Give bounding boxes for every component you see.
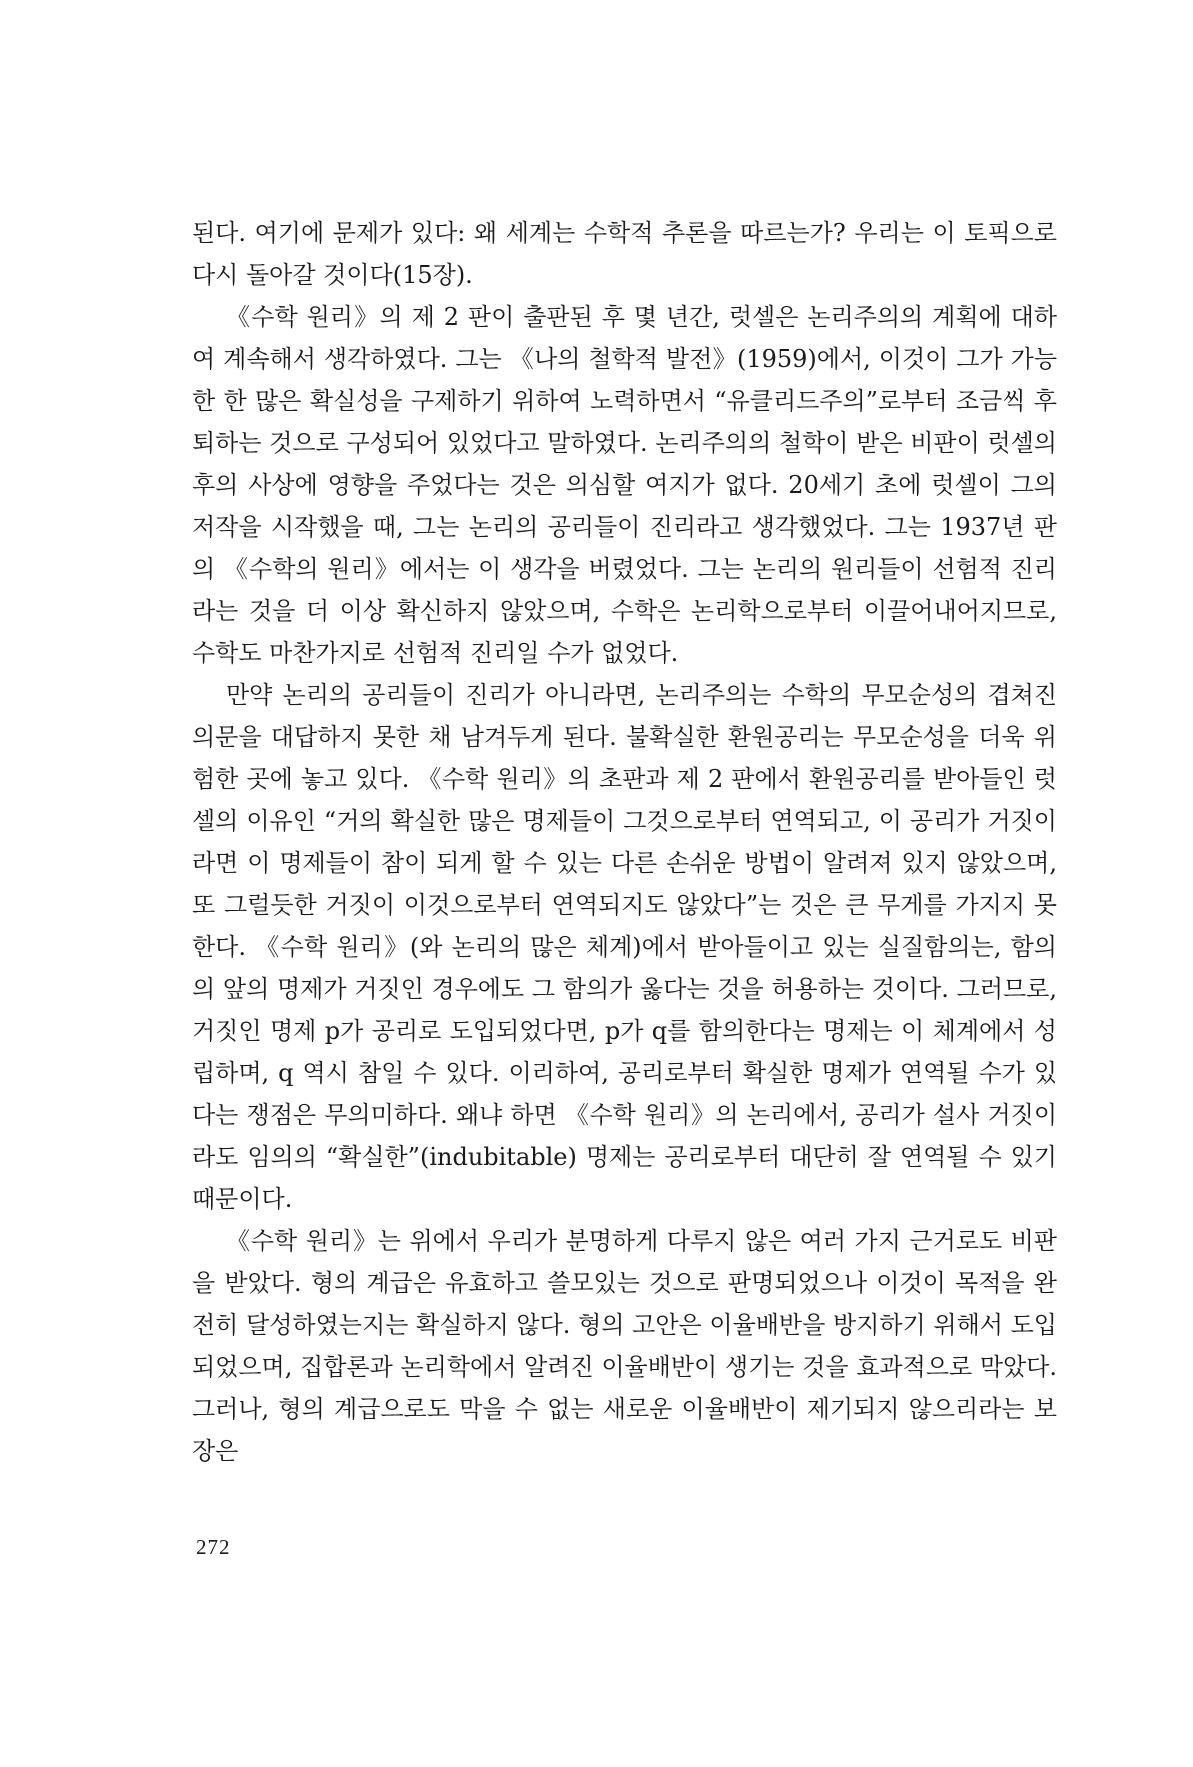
paragraph-logicism-plan: 《수학 원리》의 제 2 판이 출판된 후 몇 년간, 럿셀은 논리주의의 계획에 대하여 계속해서 생각하였다. 그는 《나의 철학적 발전》(1959)에서, 이것이 그가 가능한 한 많은 확실성을 구제하기 위하여 노력하면서 “유클리드주의”로부터 조금씩 후퇴하는 것으로 구성되어 있었다고 말하였다. 논리주의의 철학이 받은 비판이 럿셀의 후의 사상에 영향을 주었다는 것은 의심할 여지가 없다. 20세기 초에 럿셀이 그의 저작을 시작했을 때, 그는 논리의 공리들이 진리라고 생각했었다. 그는 1937년 판의 《수학의 원리》에서는 이 생각을 버렸었다. 그는 논리의 원리들이 선험적 진리라는 것을 더 이상 확신하지 않았으며, 수학은 논리학으로부터 이끌어내어지므로, 수학도 마찬가지로 선험적 진리일 수가 없었다. <box>192 303 1057 667</box>
paragraph-continuation: 된다. 여기에 문제가 있다: 왜 세계는 수학적 추론을 따르는가? 우리는 이 토픽으로 다시 돌아갈 것이다(15장). <box>192 219 1057 289</box>
body-text <box>192 212 1057 1472</box>
page-number: 272 <box>196 1535 231 1559</box>
paragraph-type-hierarchy: 《수학 원리》는 위에서 우리가 분명하게 다루지 않은 여러 가지 근거로도 비판을 받았다. 형의 계급은 유효하고 쓸모있는 것으로 판명되었으나 이것이 목적을 완전히 달성하였는지는 확실하지 않다. 형의 고안은 이율배반을 방지하기 위해서 도입되었으며, 집합론과 논리학에서 알려진 이율배반이 생기는 것을 효과적으로 막았다. 그러나, 형의 계급으로도 막을 수 없는 새로운 이율배반이 제기되지 않으리라는 보장은 <box>192 1227 1057 1465</box>
paragraph-axioms-truth: 만약 논리의 공리들이 진리가 아니라면, 논리주의는 수학의 무모순성의 겹쳐진 의문을 대답하지 못한 채 남겨두게 된다. 불확실한 환원공리는 무모순성을 더욱 위험한 곳에 놓고 있다. 《수학 원리》의 초판과 제 2 판에서 환원공리를 받아들인 럿셀의 이유인 “거의 확실한 많은 명제들이 그것으로부터 연역되고, 이 공리가 거짓이라면 이 명제들이 참이 되게 할 수 있는 다른 손쉬운 방법이 알려져 있지 않았으며, 또 그럴듯한 거짓이 이것으로부터 연역되지도 않았다”는 것은 큰 무게를 가지지 못한다. 《수학 원리》(와 논리의 많은 체계)에서 받아들이고 있는 실질함의는, 함의의 앞의 명제가 거짓인 경우에도 그 함의가 옳다는 것을 허용하는 것이다. 그러므로, 거짓인 명제 p가 공리로 도입되었다면, p가 q를 함의한다는 명제는 이 체계에서 성립하며, q 역시 참일 수 있다. 이리하여, 공리로부터 확실한 명제가 연역될 수가 있다는 쟁점은 무의미하다. 왜냐 하면 《수학 원리》의 논리에서, 공리가 설사 거짓이라도 임의의 “확실한”(indubitable) 명제는 공리로부터 대단히 잘 연역될 수 있기 때문이다. <box>192 681 1057 1213</box>
